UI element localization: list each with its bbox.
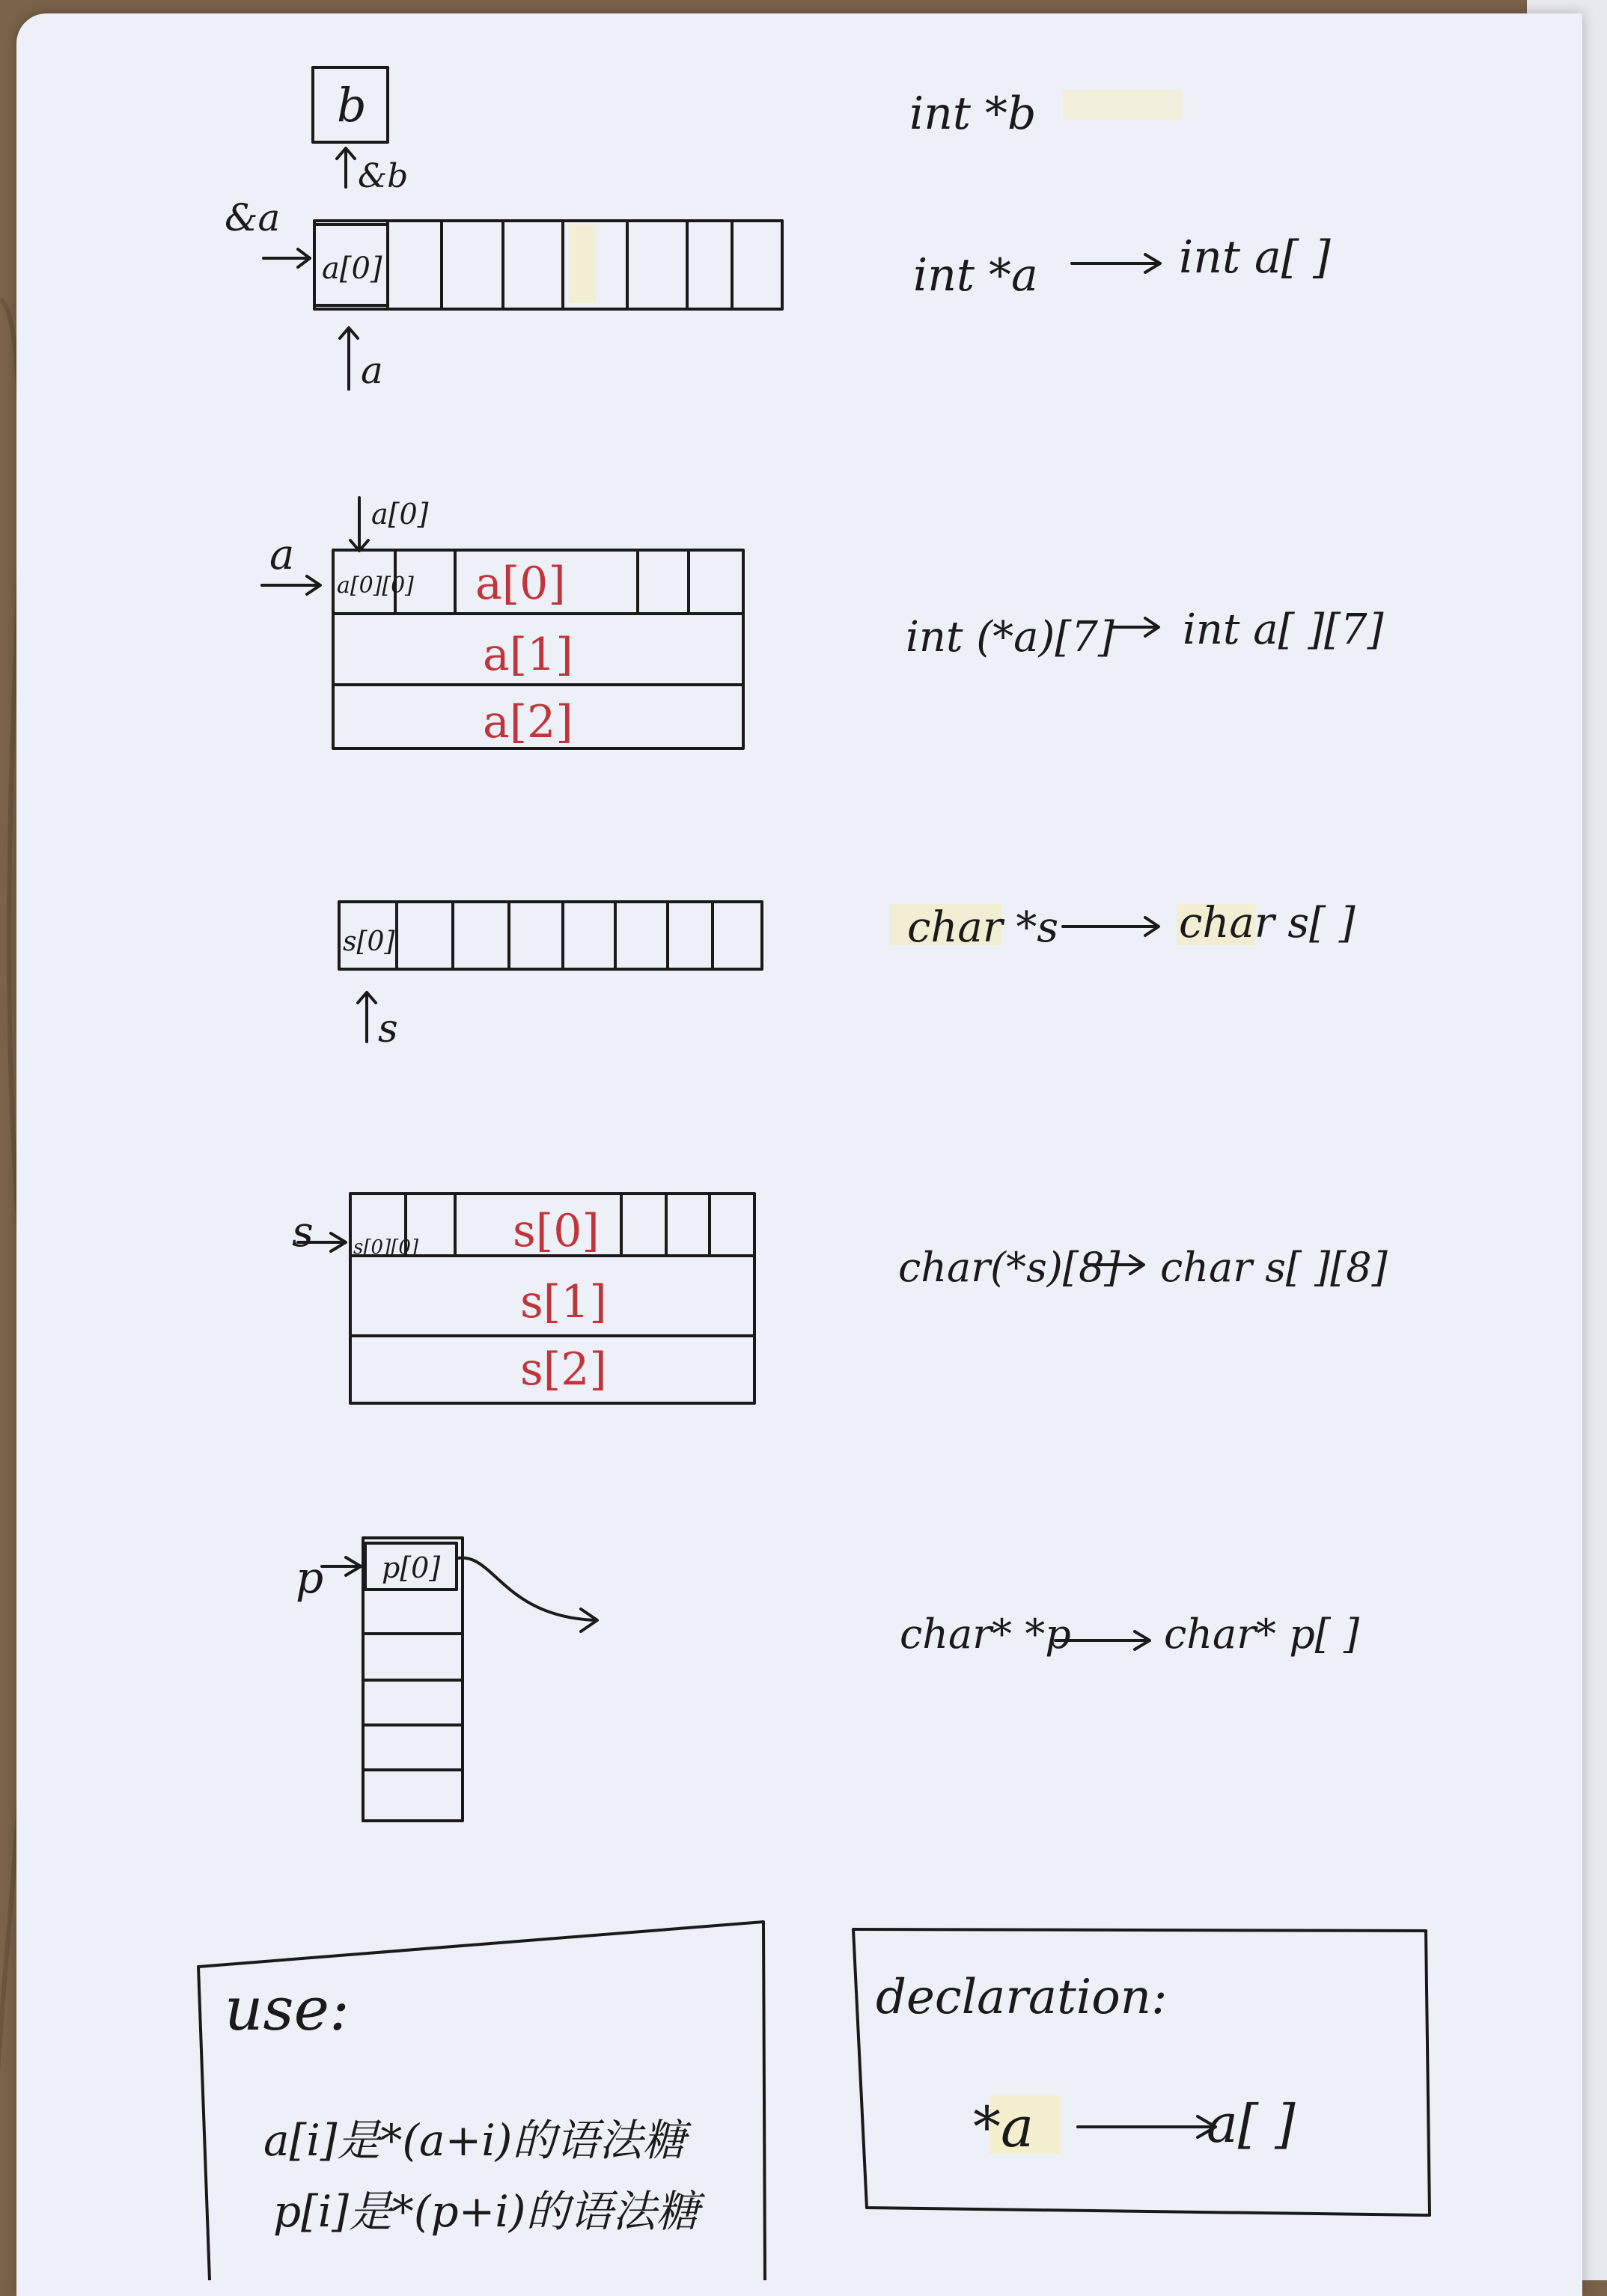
row5-declarations — [900, 1610, 1360, 1658]
decl-int-a-right: int a[ ] — [1179, 231, 1331, 284]
a00-cell-label: a[0][0] — [337, 573, 414, 599]
decl-char-ptr-ptr-right: char* p[ ] — [1164, 1610, 1360, 1658]
decl-int-a-left: int *a — [913, 249, 1038, 302]
declaration-title: declaration: — [876, 1970, 1168, 2025]
b-box-label: b — [337, 78, 367, 132]
decl-char-ptr-arr-left: char(*s)[8] — [898, 1244, 1120, 1291]
s-pointer-label: s — [378, 1007, 398, 1051]
a-left-pointer-label: a — [269, 531, 295, 579]
declaration-left: *a — [973, 2095, 1034, 2160]
decl-char-s-left: char *s — [907, 903, 1059, 952]
s-array — [339, 902, 762, 969]
row2-diagram — [262, 498, 743, 748]
use-title: use: — [225, 1974, 350, 2044]
amp-a-label: &a — [225, 196, 281, 239]
declaration-box — [853, 1929, 1430, 2215]
row1-diagram — [225, 67, 782, 392]
row-s0-label: s[0] — [513, 1205, 600, 1257]
row-s1-label: s[1] — [520, 1276, 607, 1328]
row-a2-label: a[2] — [483, 696, 573, 748]
row5-diagram — [296, 1538, 597, 1821]
s-left-pointer-label: s — [292, 1208, 314, 1257]
p-left-pointer-label: p — [296, 1552, 324, 1603]
p0-cell-label: p[0] — [382, 1551, 441, 1584]
row2-declarations — [906, 605, 1384, 662]
row3-diagram — [339, 902, 762, 1051]
row-s2-label: s[2] — [520, 1343, 607, 1396]
row-a1-label: a[1] — [483, 629, 573, 681]
decl-char-s-right: char s[ ] — [1179, 899, 1356, 947]
use-box — [198, 1922, 765, 2280]
decl-char-ptr-ptr-left: char* *p — [900, 1610, 1071, 1658]
row-a0-label: a[0] — [475, 558, 566, 610]
row3-declarations — [889, 899, 1356, 952]
a-array-outer — [314, 221, 782, 309]
s0-cell-label: s[0] — [343, 926, 395, 957]
row1-declarations — [909, 88, 1331, 302]
p0-pointer-curve — [458, 1558, 595, 1620]
a-pointer-label: a — [361, 349, 383, 392]
a-first-cell-label: a[0] — [322, 251, 382, 286]
decl-char-ptr-arr-right: char s[ ][8] — [1160, 1244, 1388, 1291]
decl-int-b: int *b — [909, 88, 1037, 140]
decl-int-ptr-arr-right: int a[ ][7] — [1183, 605, 1384, 654]
use-line2: p[i]是*(p+i)的语法糖 — [273, 2186, 700, 2237]
amp-b-label: &b — [358, 157, 409, 195]
a0-pointer-label: a[0] — [371, 498, 429, 531]
row4-diagram — [292, 1194, 754, 1403]
s00-cell-label: s[0][0] — [353, 1236, 419, 1259]
use-line1: a[i]是*(a+i)的语法糖 — [263, 2115, 686, 2166]
row4-declarations — [898, 1244, 1388, 1291]
decl-int-ptr-arr-left: int (*a)[7] — [906, 613, 1114, 662]
declaration-right: a[ ] — [1207, 2093, 1296, 2155]
